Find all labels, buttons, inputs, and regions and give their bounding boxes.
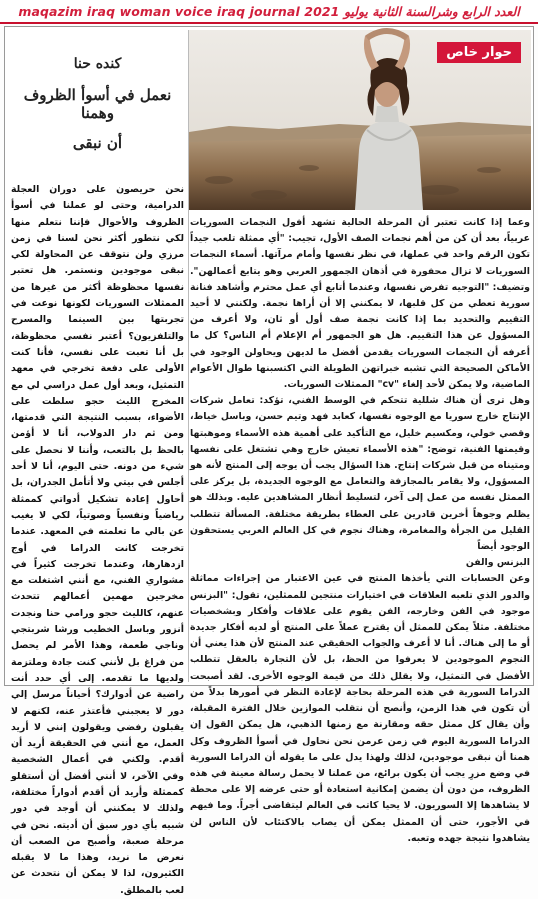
sidebar-column [7,30,189,896]
section-badge: حوار خاص [437,42,521,63]
headline-line-2: أن نبقى [72,134,123,152]
paragraph: وعما إذا كانت تعتبر أن المرحلة الحالية تشهد أفول النجمات السوريات عربياً، بعد أن كن من أهم نجمات الصف الأول، تجيب: "أي ممثلة تلعب جيداً تكون الرقم واحد في عملها، في نظر نفسها وأمام مرآتها. أسماء النجمات السوريات لا تزال محفورة في أذهان الجمهور العربي وهو يتابع أعمالهن". وتضيف: "التوجيه تفرض نفسها، وعندما أتابع أي عمل محترم وأشاهد فنانة سورية تعطي من كل قلبها، لا يمكنني إلا أن أراها نجمة. ولكنني لا أحيد التقييم والتحديد بما إذا كانت نجمة صف أول أو ثان، ولا أعرف من المسؤول عن هذا التقييم. هل هو الجمهور أم الإعلام أم الناس؟ كل ما أعرفه أن النجمات السوريات يقدمن أفضل ما لديهن ويحاولن الوجود في الأماكن الصحيحة التي تشبه خبراتهن الطويلة التي اكتسبنها طوال الأعوام الماضية، ولا يمكن لأحد إلغاء "cv" الممثلات السوريات. [190,217,530,391]
paragraph: وهل ترى أن هناك شللية تتحكم في الوسط الفني، تؤكد: تعامل شركات الإنتاج خارج سوريا مع الوجوه نفسها، كعابد فهد وتيم حسن، وباسل خياط، وقصي خولي، ومكسيم خليل، مع التأكيد على أهمية هذه الأسماء وموهبتها وقيمتها الفنية، توضح: "هذه الأسماء تعيش خارج وهي تشتغل على نفسها ومتيناه من قبل شركات إنتاج. هذا السؤال يجب أن يوجه إلى المنتج لأنه هو المسؤول، ولا يقامر بالمجازفة والتعامل مع الوجوه الجديدة، بل يركز على الممثل نفسه من عمل إلى آخر، لتسليط أنظار المشاهدين عليه. وبذلك هو يظلم وجوهاً أخرين قادرين على العطاء بطريقة مختلفة. المسألة تتطلب القليل من الجرأة والمغامرة، وهناك نجوم في كل العالم العربي يستحقون الوجود أيضاً [190,395,530,553]
headline-line-1: نعمل في أسوأ الظروف وهمنا [23,86,172,122]
sidebar-body-text: نحن حريصون على دوران العجلة الدرامية، وحتى لو عملنا في أسوأ الظروف والأحوال فإننا نتعلم منها لكي نتطور أكثر نحن لسنا في زمن مرزي ولن نتوقف عن المحاولة لكي نبقى موجودين ونستمر. هل تعتبر نفسها محظوظة أكثر من غيرها من الممثلات السوريات لكونها نوعت في تجربتها بين السينما والمسرح والتلفزيون؟ أعتبر نفسي محظوظة، بل أنا تعبت على نفسي، فأنا كنت الأولى على دفعة تخرجي في معهد التمثيل، وبعد أول عمل دراسي لي مع المخرج الليث حجو سلطت على الأضواء، بسبب النتيجة التي قدمتها، ومن ثم دار الدولاب، أنا لا أؤمن بالحظ بل بالتعب، وأننا لا نحصل على شيء من دونه. حتى اليوم، أنا لا أحد أجلس في بيتي ولا أتأمل الجدران، بل أحاول إعادة تشكيل أدواتي كممثلة رياضياً ونفسياً وصوتياً، لكي لا يغيب عن بالي ما تعلمته في المعهد. عندما تخرجت كانت الدراما في أوج ازدهارها، وعندما تخرجت كثيراً في مشواري الفني، مع أنني اشتغلت مع مخرجين مهمين أعمالهم تتحدث عنهم، كالليث حجو ورامي حنا ونجدت أنزور وباسل الخطيب ورشا شربتجي وناجي طعمة، وهذا الأمر لم يحصل من فراغ بل لأنني كنت جادة وملتزمة ولديها ما تقدمه. إلى أي حدد أنت راضية عن أدوارك؟ أحياناً مرسل إلي دور لا يعجبني فأعتذر عنه، لكنهم لا يقبلون رفضي ويقولون إنني لا أريد العمل، مع أنني في الحقيقة أريد أن أقدم. ولكني في أعمال الشخصية وفي الآخر، لا أنني أفضل أن أستقلو كممثلة وأريد أن أقدم أدواراً مختلفة، ولذلك لا يمكنني أن أوجد في دور شبيه بأي دور سبق أن أديته. نحن في مرحلة صعبة، وأصبح من الصعب أن نعرض ما نريد، وهذا ما لا يقبله الكثيرون، لذا لا يمكن أن نتحدث عن لعب بالمطلق. [11,184,184,896]
interviewee-name: كنده حنا [73,56,122,72]
feature-photo [189,30,531,210]
magazine-page [4,26,534,896]
masthead: maqazim iraq woman voice iraq journal 2021 العدد الرابع وشرالسنة الثانية يوليو [0,0,538,24]
paragraph: وعن الحسابات التي يأخذها المنتج في عين الاعتبار من إجراءات مماثلة والدور الذي تلعبه العلاقات في اختيارات منتجين للممثلين، تقول: "البزنس موجود في الفن وخارجه، الفن يقوم على علاقات وأفكار وبشخصيات مختلفة. مثلاً يمكن للممثل أن يقترح عملاً على المنتج أو لديه أفكار جديدة أو ما إلى هناك. أنا لا أعرف والجواب الحقيقي عند المنتج لأن هذا يعني أن النجوم الموجودين لا يعرفوا من الحظ، بل لأن التجارة بالعقل تتطلب الأفضل في التمثيل، ولا يقلل ذلك من قيمة الوجوه الأخرى. لقد أصبحت الدراما السورية في هذه المرحلة بحاجة لإعادة النظر في أمورها بدلاً من أن تكون في هذا الزمن، وأنصح أن نتقلب الموازين خلال الفترة المقبلة، وأن يقال كل ممثل حقه ومقارنة مع زمنها الذهبي، هل يمكن القول إن الدراما السورية اليوم في زمن عرمن نحن نحاول في أسوأ الظروف وكل همنا أن نبقى موجودين، لذلك ولهذا يدل على ما يقوله أن الدراما السورية في وضع مزرِ يجب أن يكون برائع، من عملنا لا يحمل رسالة معينة في هذه الظروف، من دون أن يضمن إمكانية استعادة أو حتى عرضه إلا على محطة لا يشاهدها إلا السوريون. لا يحيا كاتب في العالم ليتقاضى أجراً. وما فيهم في الأجور، حتى أن الممثل يمكن أن يصاب بالاكتئاب لأن الناس لن يشاهدوا نتيجة جهده وتعبه. [190,573,530,844]
subheading: البزنس والفن [465,557,530,569]
main-article-text [190,215,530,844]
